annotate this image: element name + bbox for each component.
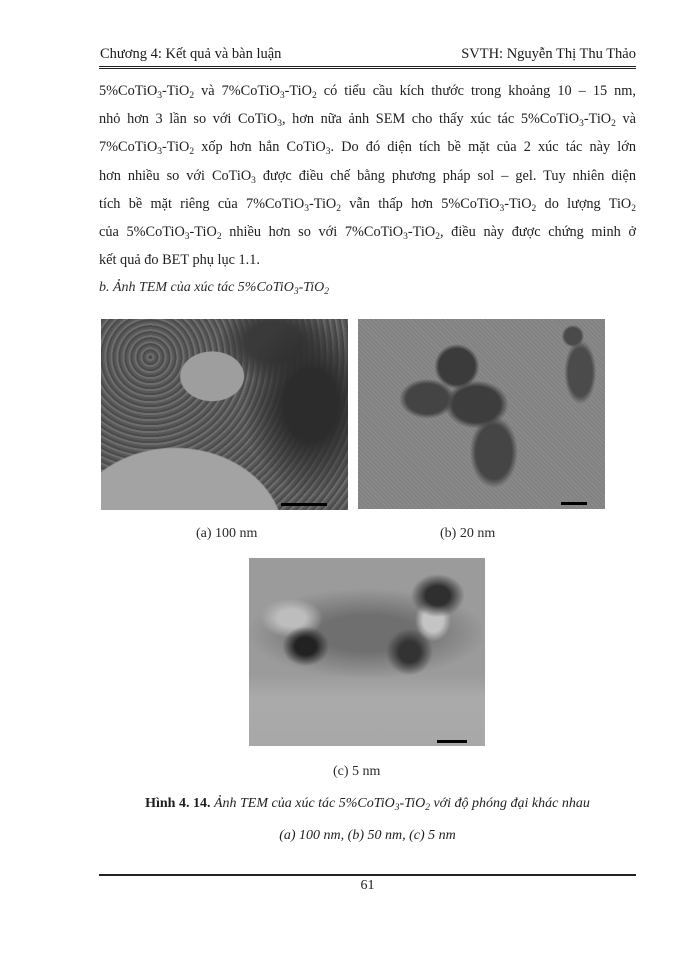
figure-label: Hình 4. 14 bbox=[145, 796, 207, 811]
chapter-title: Chương 4: Kết quả và bàn luận bbox=[100, 46, 282, 62]
scale-bar bbox=[437, 740, 467, 743]
caption-a: (a) 100 nm bbox=[196, 526, 258, 541]
paragraph-line: nhỏ hơn 3 lần so với CoTiO$_3$, hơn nữa ảnh SEM cho thấy xúc tác 5%CoTiO$_3$-TiO$_2$ và bbox=[99, 111, 637, 130]
page-number: 61 bbox=[360, 878, 375, 893]
footer-rule bbox=[99, 874, 636, 876]
tem-image-100nm bbox=[101, 319, 348, 510]
page-header bbox=[99, 44, 636, 69]
paragraph-line: kết quả đo BET phụ lục 1.1. bbox=[99, 252, 260, 269]
paragraph-line: 5%CoTiO$_3$-TiO$_2$ và 7%CoTiO$_3$-TiO$_2$ có tiểu cầu kích thước trong khoảng 10 – 15 nm, bbox=[99, 83, 636, 101]
paragraph-line: 7%CoTiO$_3$-TiO$_2$ xốp hơn hẳn CoTiO$_3$. Do đó diện tích bề mặt của 2 xúc tác này lớn bbox=[99, 139, 636, 158]
paragraph-line: tích bề mặt riêng của 7%CoTiO$_3$-TiO$_2$ vẫn thấp hơn 5%CoTiO$_3$-TiO$_2$ do lượng TiO$_2$ bbox=[99, 195, 636, 214]
section-heading: b. Ảnh TEM của xúc tác 5%CoTiO$_3$-TiO$_2$ bbox=[99, 280, 329, 297]
figure-caption: Hình 4. 14. Ảnh TEM của xúc tác 5%CoTiO$_3$-TiO$_2$ với độ phóng đại khác nhau bbox=[145, 796, 590, 813]
paragraph-line: hơn nhiều so với CoTiO$_3$ được điều chế bằng phương pháp sol – gel. Tuy nhiên diện bbox=[99, 167, 636, 186]
author-name: SVTH: Nguyễn Thị Thu Thảo bbox=[461, 46, 636, 62]
tem-image-5nm bbox=[249, 558, 485, 746]
body-paragraph bbox=[99, 78, 636, 273]
caption-b: (b) 20 nm bbox=[440, 526, 496, 541]
scale-bar bbox=[561, 502, 587, 505]
caption-c: (c) 5 nm bbox=[333, 764, 381, 779]
paragraph-line: của 5%CoTiO$_3$-TiO$_2$ nhiều hơn so với 7%CoTiO$_3$-TiO$_2$, điều này được chứng minh ở bbox=[99, 224, 636, 243]
scale-bar bbox=[281, 503, 327, 506]
figure-subcaption: (a) 100 nm, (b) 50 nm, (c) 5 nm bbox=[279, 828, 456, 843]
tem-image-20nm bbox=[358, 319, 605, 509]
figure-description: Ảnh TEM của xúc tác 5%CoTiO$_3$-TiO$_2$ với độ phóng đại khác nhau bbox=[213, 796, 590, 813]
